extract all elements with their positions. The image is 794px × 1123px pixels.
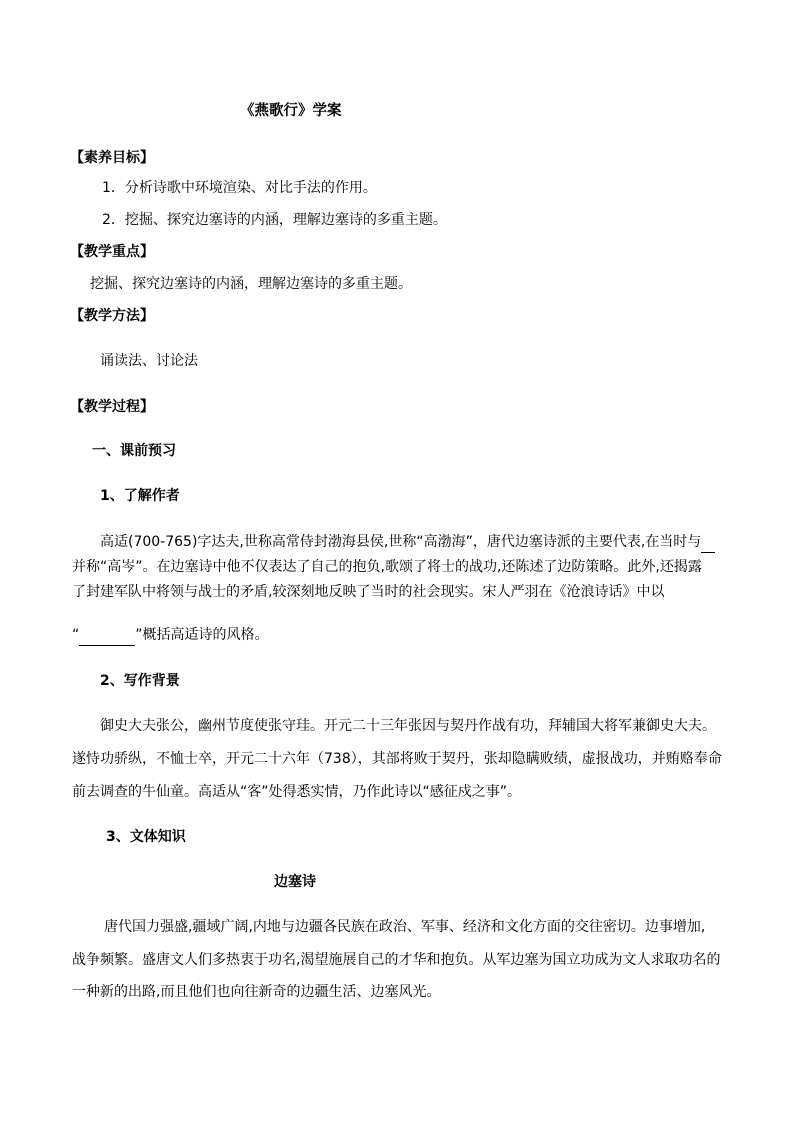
genre-line-2: 战争频繁。盛唐文人们多热衷于功名,渴望施展自己的才华和抱负。从军边塞为国立功成为文人求取功名的: [72, 952, 721, 968]
genre-line-1: 唐代国力强盛,疆域广阔,内地与边疆各民族在政治、军事、经济和文化方面的交往密切。边事增加,: [104, 919, 706, 935]
fill-blank[interactable]: [79, 625, 135, 646]
author-paragraph-line: [72, 625, 269, 646]
author-heading: 1、了解作者: [100, 488, 180, 504]
focus-heading: 【教学重点】: [70, 244, 154, 260]
part-heading-preview: 一、课前预习: [92, 443, 176, 459]
background-line-1: 御史大夫张公，幽州节度使张守珪。开元二十三年张因与契丹作战有功，拜辅国大将军兼御史大夫。: [100, 718, 716, 734]
goals-heading: 【素养目标】: [70, 150, 154, 166]
genre-line-3: 一种新的出路,而且他们也向往新奇的边疆生活、边塞风光。: [72, 984, 441, 1000]
author-line-2: 并称“高岑”。在边塞诗中他不仅表达了自己的抱负,歌颂了将士的战功,还陈述了边防策略。此外,还揭露: [72, 559, 702, 575]
author-line-3: 了封建军队中将领与战士的矛盾,较深刻地反映了当时的社会现实。宋人严羽在《沧浪诗话》中以: [72, 584, 665, 600]
process-heading: 【教学过程】: [70, 399, 154, 415]
author-paragraph-line: [100, 532, 715, 553]
method-text: 诵读法、讨论法: [100, 353, 198, 369]
fill-blank[interactable]: [701, 532, 715, 553]
goal-item: 1．分析诗歌中环境渲染、对比手法的作用。: [102, 180, 377, 196]
author-line-4: ”概括高适诗的风格。: [135, 627, 269, 643]
background-line-2: 遂恃功骄纵，不恤士卒，开元二十六年（738），其部将败于契丹，张却隐瞒败绩，虚报战功，并贿赂奉命: [72, 751, 722, 767]
genre-title: 边塞诗: [274, 874, 316, 890]
open-quote: “: [72, 627, 80, 643]
goal-item: 2．挖掘、探究边塞诗的内涵，理解边塞诗的多重主题。: [102, 212, 447, 228]
focus-text: 挖掘、探究边塞诗的内涵，理解边塞诗的多重主题。: [90, 276, 412, 292]
author-line-1: 高适(700-765)字达夫,世称高常侍封渤海县侯,世称“高渤海”，唐代边塞诗派的主要代表,在当时与: [100, 534, 702, 550]
genre-heading: 3、文体知识: [106, 829, 186, 845]
background-line-3: 前去调查的牛仙童。高适从“客”处得悉实情，乃作此诗以“感征戍之事”。: [72, 784, 522, 800]
background-heading: 2、写作背景: [100, 673, 180, 689]
method-heading: 【教学方法】: [70, 308, 154, 324]
document-title: 《燕歌行》学案: [240, 103, 342, 119]
